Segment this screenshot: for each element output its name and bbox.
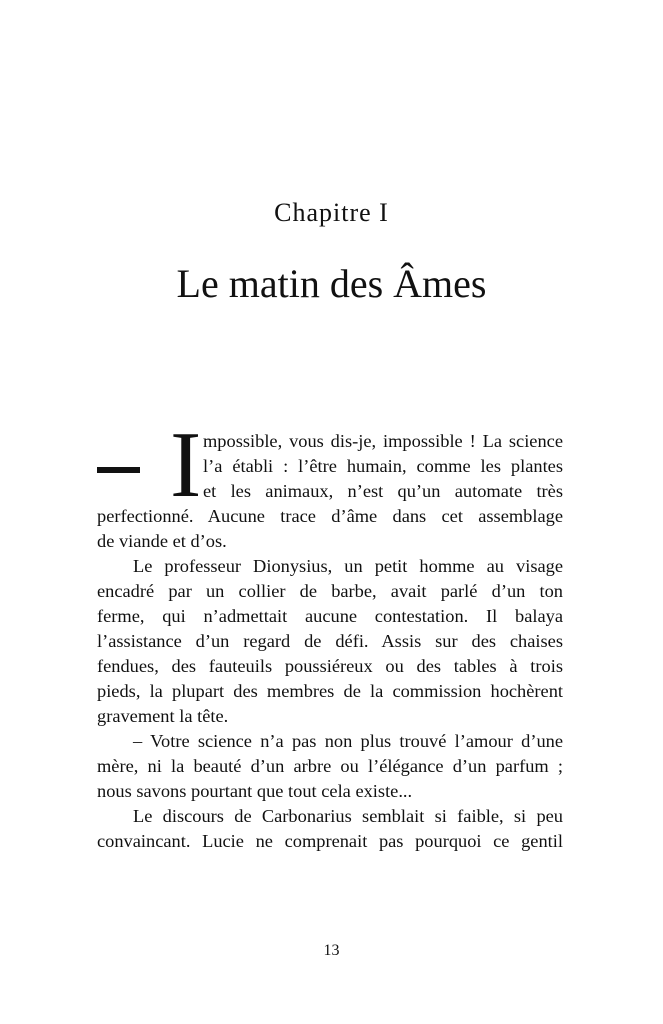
chapter-title: Le matin des Âmes	[176, 261, 487, 306]
text-line-13: – Votre science n’a pas non plus trouvé l’amour d’une	[133, 731, 563, 751]
opening-dash	[97, 467, 140, 473]
page-number: 13	[323, 942, 340, 959]
text-line-1: mpossible, vous dis-je, impossible ! La science	[203, 431, 563, 451]
text-line-5: de viande et d’os.	[97, 531, 227, 551]
text-line-7: encadré par un collier de barbe, avait parlé d’un ton	[97, 581, 563, 601]
text-line-3: et les animaux, n’est qu’un automate très	[203, 481, 563, 501]
text-line-9: l’assistance d’un regard de défi. Assis sur des chaises	[97, 631, 563, 651]
chapter-label: Chapitre I	[274, 198, 389, 227]
text-line-4: perfectionné. Aucune trace d’âme dans cet assemblage	[97, 506, 563, 526]
text-line-8: ferme, qui n’admettait aucune contestation. Il balaya	[97, 606, 563, 626]
text-line-12: gravement la tête.	[97, 706, 229, 726]
text-line-15: nous savons pourtant que tout cela existe...	[97, 781, 413, 801]
text-line-14: mère, ni la beauté d’un arbre ou l’élégance d’un parfum ;	[97, 756, 563, 776]
text-line-11: pieds, la plupart des membres de la commission hochèrent	[97, 681, 563, 701]
text-line-2: l’a établi : l’être humain, comme les plantes	[203, 456, 563, 476]
text-line-10: fendues, des fauteuils poussiéreux ou des tables à trois	[97, 656, 563, 676]
text-line-17: convaincant. Lucie ne comprenait pas pourquoi ce gentil	[97, 831, 563, 851]
text-line-16: Le discours de Carbonarius semblait si faible, si peu	[133, 806, 563, 826]
text-line-6: Le professeur Dionysius, un petit homme au visage	[133, 556, 563, 576]
drop-cap: I	[170, 413, 202, 517]
